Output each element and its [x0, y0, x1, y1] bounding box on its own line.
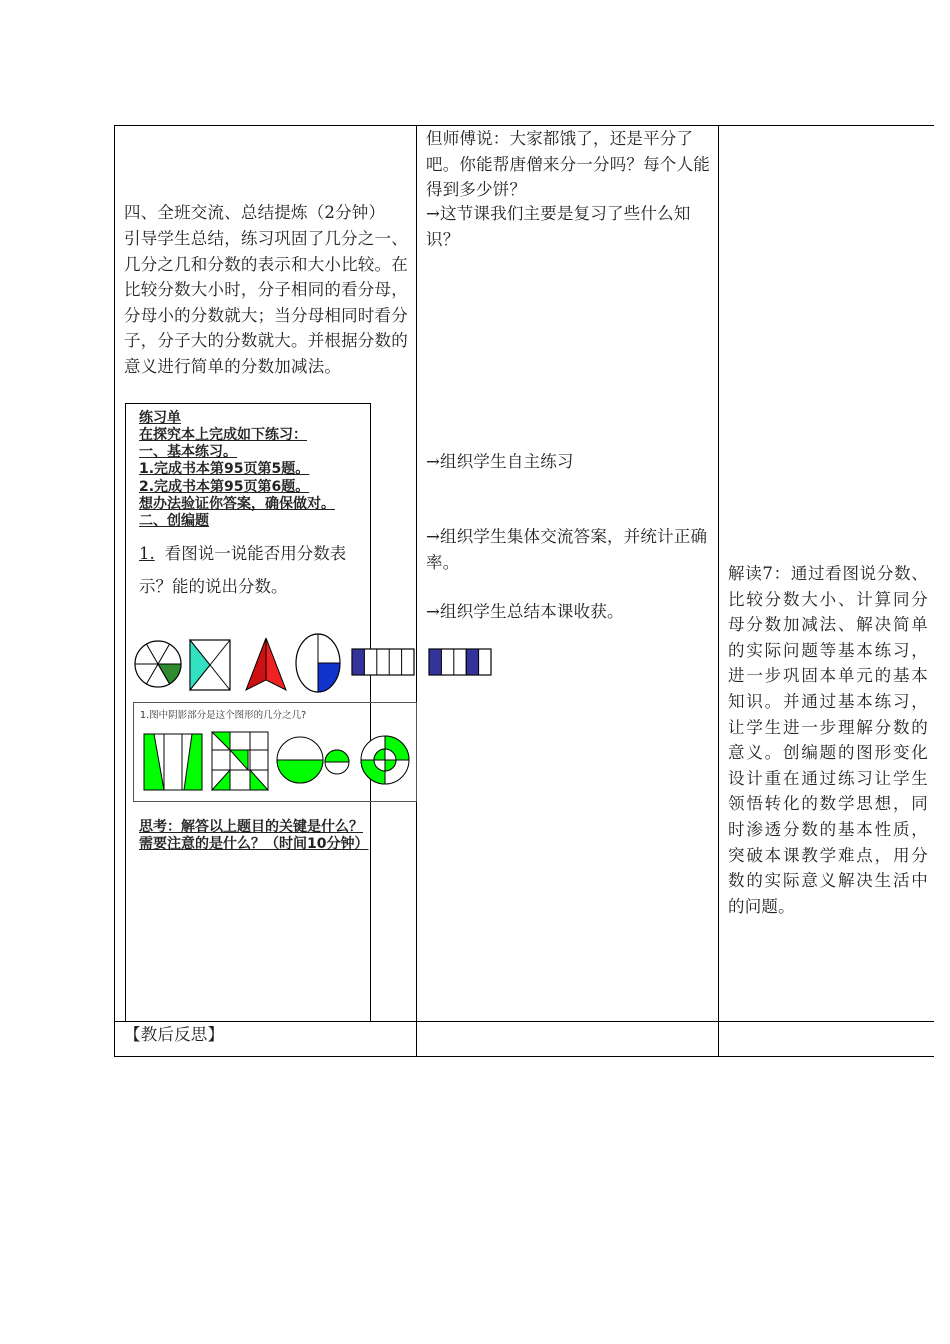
shaded-shapes-row — [140, 730, 412, 792]
question-2-text: 1.图中阴影部分是这个图形的几分之几? — [140, 710, 307, 721]
activity-item-3: →组织学生总结本课收获。 — [426, 602, 624, 621]
bar-fifths-shape — [352, 649, 414, 675]
table-border-left — [114, 125, 115, 1057]
arrowhead-shape — [246, 638, 286, 690]
ring-quadrants-shape — [361, 736, 409, 784]
circle-sixths-shape — [135, 641, 181, 687]
green-grid-shape — [212, 732, 268, 790]
worksheet-line-6: 二、创编题 — [139, 513, 209, 529]
table-divider-1 — [416, 125, 417, 1057]
table-border-bottom — [114, 1056, 934, 1057]
question-1-text: 看图说一说能否用分数表示？能的说出分数。 — [139, 544, 347, 596]
worksheet-title: 练习单 — [139, 410, 181, 426]
activity-item-2: →组织学生集体交流答案，并统计正确率。 — [426, 527, 708, 572]
worksheet-line-3: 1.完成书本第95页第5题。 — [139, 461, 310, 477]
review-question: →这节课我们主要是复习了些什么知识？ — [426, 204, 691, 249]
green-trapezoid-shape — [144, 734, 202, 790]
half-circle-shape — [277, 737, 349, 783]
story-paragraph: 但师傅说：大家都饿了，还是平分了吧。你能帮唐僧来分一分吗？每个人能得到多少饼？ — [426, 129, 710, 200]
think-prompt: 思考：解答以上题目的关键是什么？需要注意的是什么？（时间10分钟） — [139, 819, 369, 852]
worksheet-line-2: 一、基本练习。 — [139, 444, 237, 460]
fraction-shapes-row — [130, 630, 500, 695]
oval-quarter-shape — [296, 634, 340, 692]
table-divider-2 — [718, 125, 719, 1057]
worksheet-line-5: 想办法验证你答案，确保做对。 — [139, 496, 335, 512]
question-1 — [139, 537, 364, 603]
bar-two-fifths-shape — [429, 649, 491, 675]
reflection-label: 【教后反思】 — [124, 1025, 225, 1044]
summary-text: 引导学生总结，练习巩固了几分之一、几分之几和分数的表示和大小比较。在比较分数大小时，分子相同的看分母，分母小的分数就大；当分母相同时看分子，分子大的分数就大。并根据分数的意义进行简单的分数加减法。 — [124, 229, 408, 376]
section-title: 四、全班交流、总结提炼（2分钟） — [124, 203, 386, 222]
question-1-number: 1. — [139, 544, 155, 563]
worksheet-line-1: 在探究本上完成如下练习： — [139, 427, 307, 443]
interpretation-note: 解读7：通过看图说分数、比较分数大小、计算同分母分数加减法、解决简单的实际问题等基本练习，进一步巩固本单元的基本知识。并通过基本练习，让学生进一步理解分数的意义。创编题的图形变化设计重在通过练习让学生领悟转化的数学思想，同时渗透分数的基本性质，突破本课教学难点，用分数的实际意义解决生活中的问题。 — [728, 564, 928, 916]
worksheet-line-4: 2.完成书本第95页第6题。 — [139, 479, 310, 495]
square-quarters-shape — [190, 640, 230, 690]
activity-item-1: →组织学生自主练习 — [426, 452, 574, 471]
